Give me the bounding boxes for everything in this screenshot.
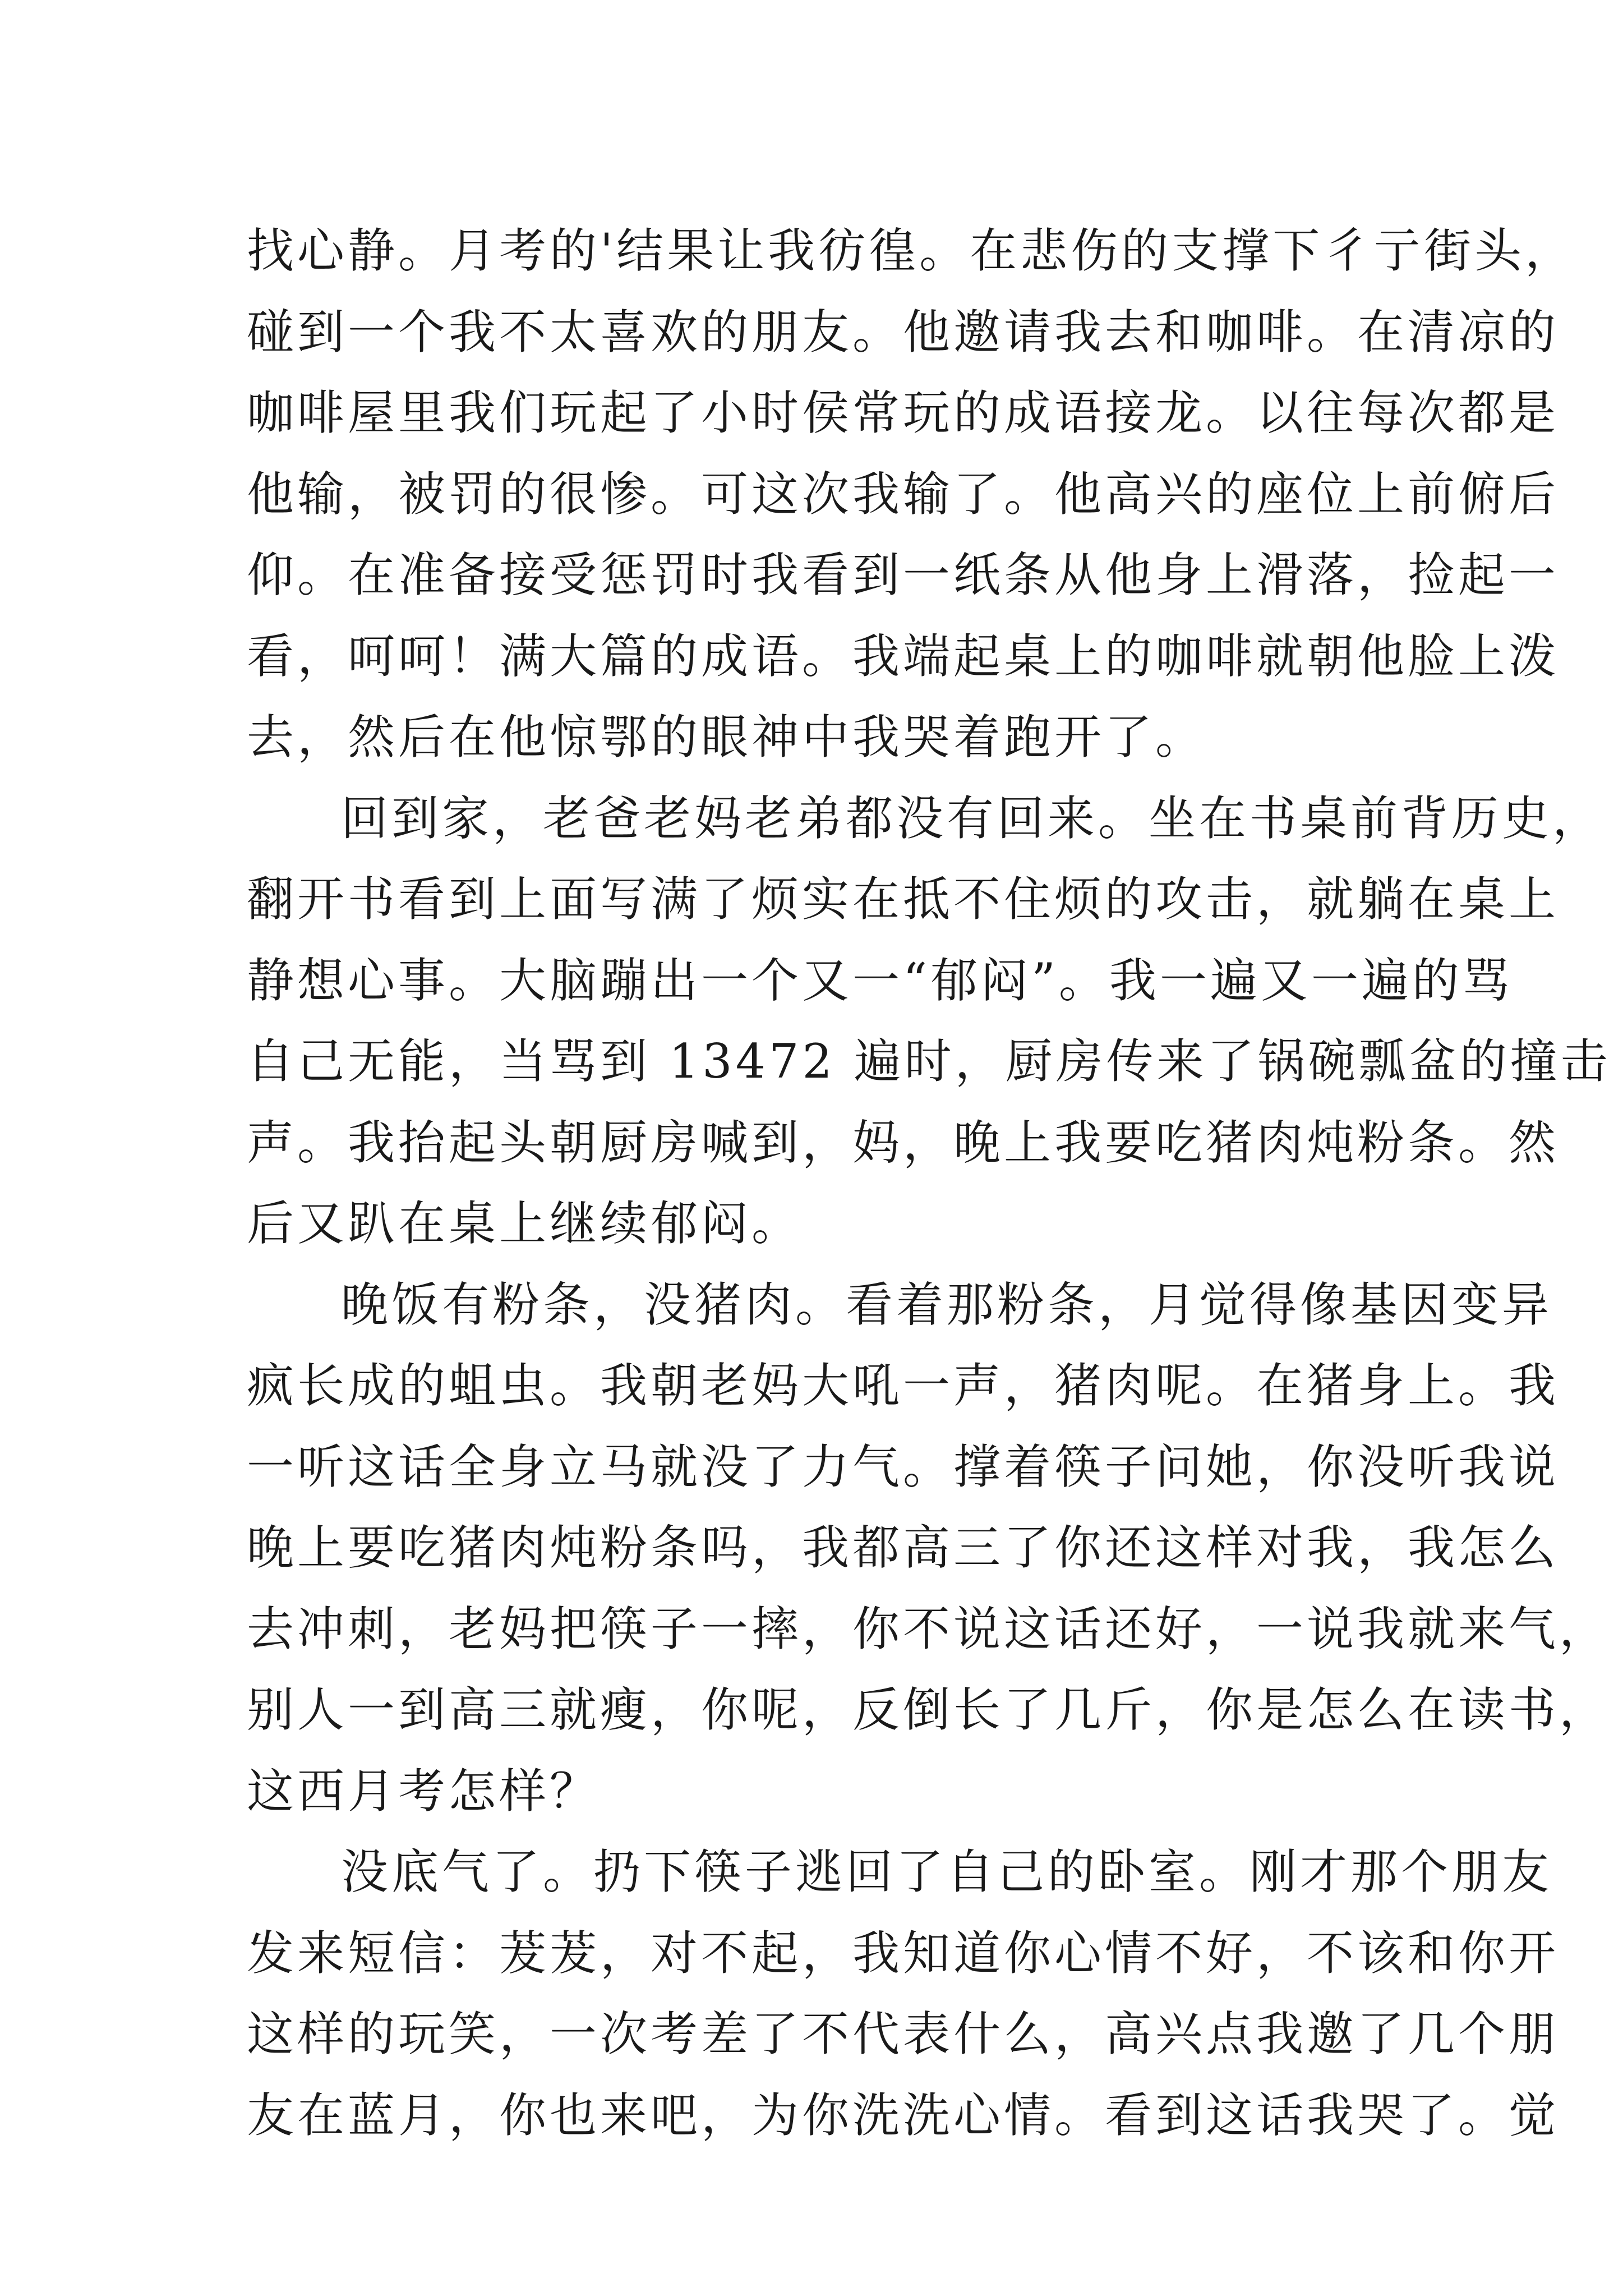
paragraph-2 xyxy=(247,778,1611,1264)
text-line: 去，然后在他惊鄂的眼神中我哭着跑开了。 xyxy=(247,710,1206,765)
document-body xyxy=(247,210,1611,2156)
paragraph-1 xyxy=(247,210,1576,778)
text-line: 别人一到高三就瘦，你呢，反倒长了几斤，你是怎么在读书， xyxy=(247,1682,1610,1737)
paragraph-3 xyxy=(247,1264,1610,1832)
text-line: 碰到一个我不太喜欢的朋友。他邀请我去和咖啡。在清凉的 xyxy=(247,304,1560,360)
text-line: 这西月考怎样？ xyxy=(247,1763,601,1819)
text-line: 找心静。月考的'结果让我彷徨。在悲伤的支撑下彳亍街头， xyxy=(247,223,1576,278)
text-line: 一听这话全身立马就没了力气。撑着筷子问她，你没听我说 xyxy=(247,1439,1560,1494)
text-line: 回到家，老爸老妈老弟都没有回来。坐在书桌前背历史， xyxy=(341,790,1603,846)
text-line: 友在蓝月，你也来吧，为你洗洗心情。看到这话我哭了。觉 xyxy=(247,2087,1560,2143)
text-line: 去冲刺，老妈把筷子一摔，你不说这话还好，一说我就来气， xyxy=(247,1601,1610,1657)
text-line: 发来短信：茇茇，对不起，我知道你心情不好，不该和你开 xyxy=(247,1925,1560,1981)
text-line: 自己无能，当骂到 13472 遍时，厨房传来了锅碗瓢盆的撞击 xyxy=(247,1034,1611,1089)
text-line: 这样的玩笑，一次考差了不代表什么，高兴点我邀了几个朋 xyxy=(247,2007,1560,2062)
text-line: 仰。在准备接受惩罚时我看到一纸条从他身上滑落，捡起一 xyxy=(247,547,1560,602)
paragraph-4 xyxy=(247,1832,1560,2156)
text-line: 翻开书看到上面写满了烦实在抵不住烦的攻击，就躺在桌上 xyxy=(247,872,1560,927)
text-line: 疯长成的蛆虫。我朝老妈大吼一声，猪肉呢。在猪身上。我 xyxy=(247,1358,1560,1413)
text-line: 没底气了。扔下筷子逃回了自己的卧室。刚才那个朋友 xyxy=(341,1844,1553,1899)
text-line: 咖啡屋里我们玩起了小时侯常玩的成语接龙。以往每次都是 xyxy=(247,385,1560,440)
text-line: 晚上要吃猪肉炖粉条吗，我都高三了你还这样对我，我怎么 xyxy=(247,1520,1560,1575)
text-line: 他输，被罚的很惨。可这次我输了。他高兴的座位上前俯后 xyxy=(247,466,1560,522)
text-line: 看，呵呵！满大篇的成语。我端起桌上的咖啡就朝他脸上泼 xyxy=(247,628,1560,684)
text-line: 后又趴在桌上继续郁闷。 xyxy=(247,1196,803,1251)
text-line: 晚饭有粉条，没猪肉。看着那粉条，月觉得像基因变异 xyxy=(341,1277,1553,1332)
text-line: 静想心事。大脑蹦出一个又一“郁闷”。我一遍又一遍的骂 xyxy=(247,953,1513,1008)
text-line: 声。我抬起头朝厨房喊到，妈，晚上我要吃猪肉炖粉条。然 xyxy=(247,1115,1560,1170)
